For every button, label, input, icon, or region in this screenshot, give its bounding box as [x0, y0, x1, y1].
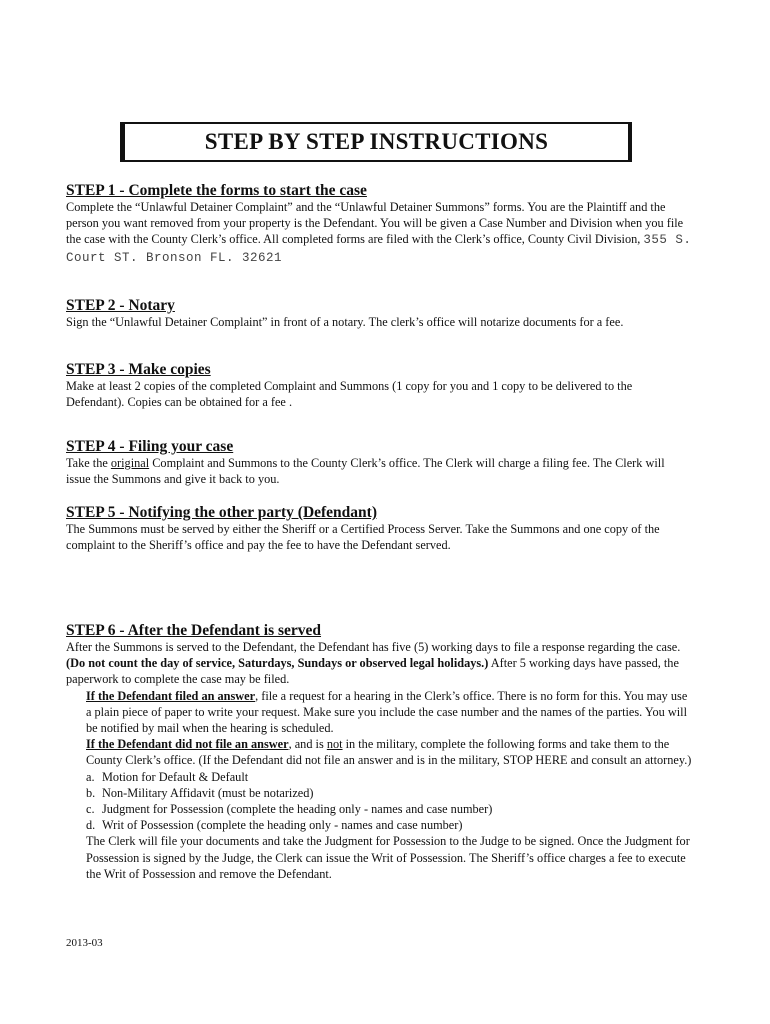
- list-item: d. Writ of Possession (complete the heading only - names and case number): [86, 818, 463, 833]
- step-2-section: [66, 297, 692, 330]
- step-1-heading: STEP 1 - Complete the forms to start the case: [66, 182, 367, 199]
- step-3-heading: STEP 3 - Make copies: [66, 361, 211, 378]
- step-5-heading: STEP 5 - Notifying the other party (Defendant): [66, 504, 377, 521]
- step-6-section: [66, 622, 692, 882]
- page-title: STEP BY STEP INSTRUCTIONS: [204, 129, 549, 154]
- list-item: b. Non-Military Affidavit (must be notarized): [86, 785, 314, 800]
- revision-date: 2013-03: [66, 937, 103, 949]
- step-5-body: The Summons must be served by either the Sheriff or a Certified Process Server. Take the Summons and one copy of the complaint to the Sheriff’s office and pay the fee to have the Defendant served.: [66, 522, 660, 553]
- step-2-body: Sign the “Unlawful Detainer Complaint” in front of a notary. The clerk’s office will notarize documents for a fee.: [66, 315, 624, 329]
- step-4-section: [66, 438, 692, 487]
- forms-list: [66, 769, 692, 834]
- list-item: c. Judgment for Possession (complete the heading only - names and case number): [86, 802, 493, 817]
- step-4-body: Take the original Complaint and Summons to the County Clerk’s office. The Clerk will charge a filing fee. The Clerk will issue the Summons and give it back to you.: [66, 456, 665, 487]
- step-6-heading: STEP 6 - After the Defendant is served: [66, 622, 322, 639]
- title-box: [120, 122, 632, 162]
- step-3-section: [66, 361, 692, 410]
- step-6-answer: If the Defendant filed an answer, file a request for a hearing in the Clerk’s office. There is no form for this. You may use a plain piece of paper to write your request. Make sure you include the case number and the names of the parties. You will be notified by mail when the hearing is scheduled.: [86, 688, 688, 736]
- step-4-heading: STEP 4 - Filing your case: [66, 438, 234, 455]
- step-6-intro: After the Summons is served to the Defendant, the Defendant has five (5) working days to file a response regarding the case. (Do not count the day of service, Saturdays, Sundays or observed legal holidays.) After 5 working days have passed, the paperwork to complete the case may be filed.: [66, 640, 681, 687]
- step-6-no-answer: If the Defendant did not file an answer, and is not in the military, complete the following forms and take them to the County Clerk’s office. (If the Defendant did not file an answer and is in the military, STOP HERE and consult an attorney.): [86, 737, 692, 768]
- step-5-section: [66, 504, 692, 553]
- court-address: 355 S. Court ST. Bronson FL. 32621: [66, 233, 692, 265]
- step-3-body: Make at least 2 copies of the completed Complaint and Summons (1 copy for you and 1 copy to be delivered to the Defendant). Copies can be obtained for a fee .: [66, 379, 633, 410]
- list-item: a. Motion for Default & Default: [86, 769, 249, 784]
- step-1-body: Complete the “Unlawful Detainer Complaint” and the “Unlawful Detainer Summons” forms. You are the Plaintiff and the person you want removed from your property is the Defendant. You will be given a Case Number and Division when you file the case with the County Clerk’s office. All completed forms are filed with the Clerk’s office, County Civil Division, 355 S. Court ST. Bronson FL. 32621: [66, 200, 692, 265]
- step-6-closing: The Clerk will file your documents and take the Judgment for Possession to the Judge to be signed. Once the Judgment for Possession is signed by the Judge, the Clerk can issue the Writ of Possession. The Sheriff’s office charges a fee to execute the Writ of Possession and remove the Defendant.: [86, 834, 690, 881]
- step-1-section: [66, 182, 692, 266]
- step-2-heading: STEP 2 - Notary: [66, 297, 175, 314]
